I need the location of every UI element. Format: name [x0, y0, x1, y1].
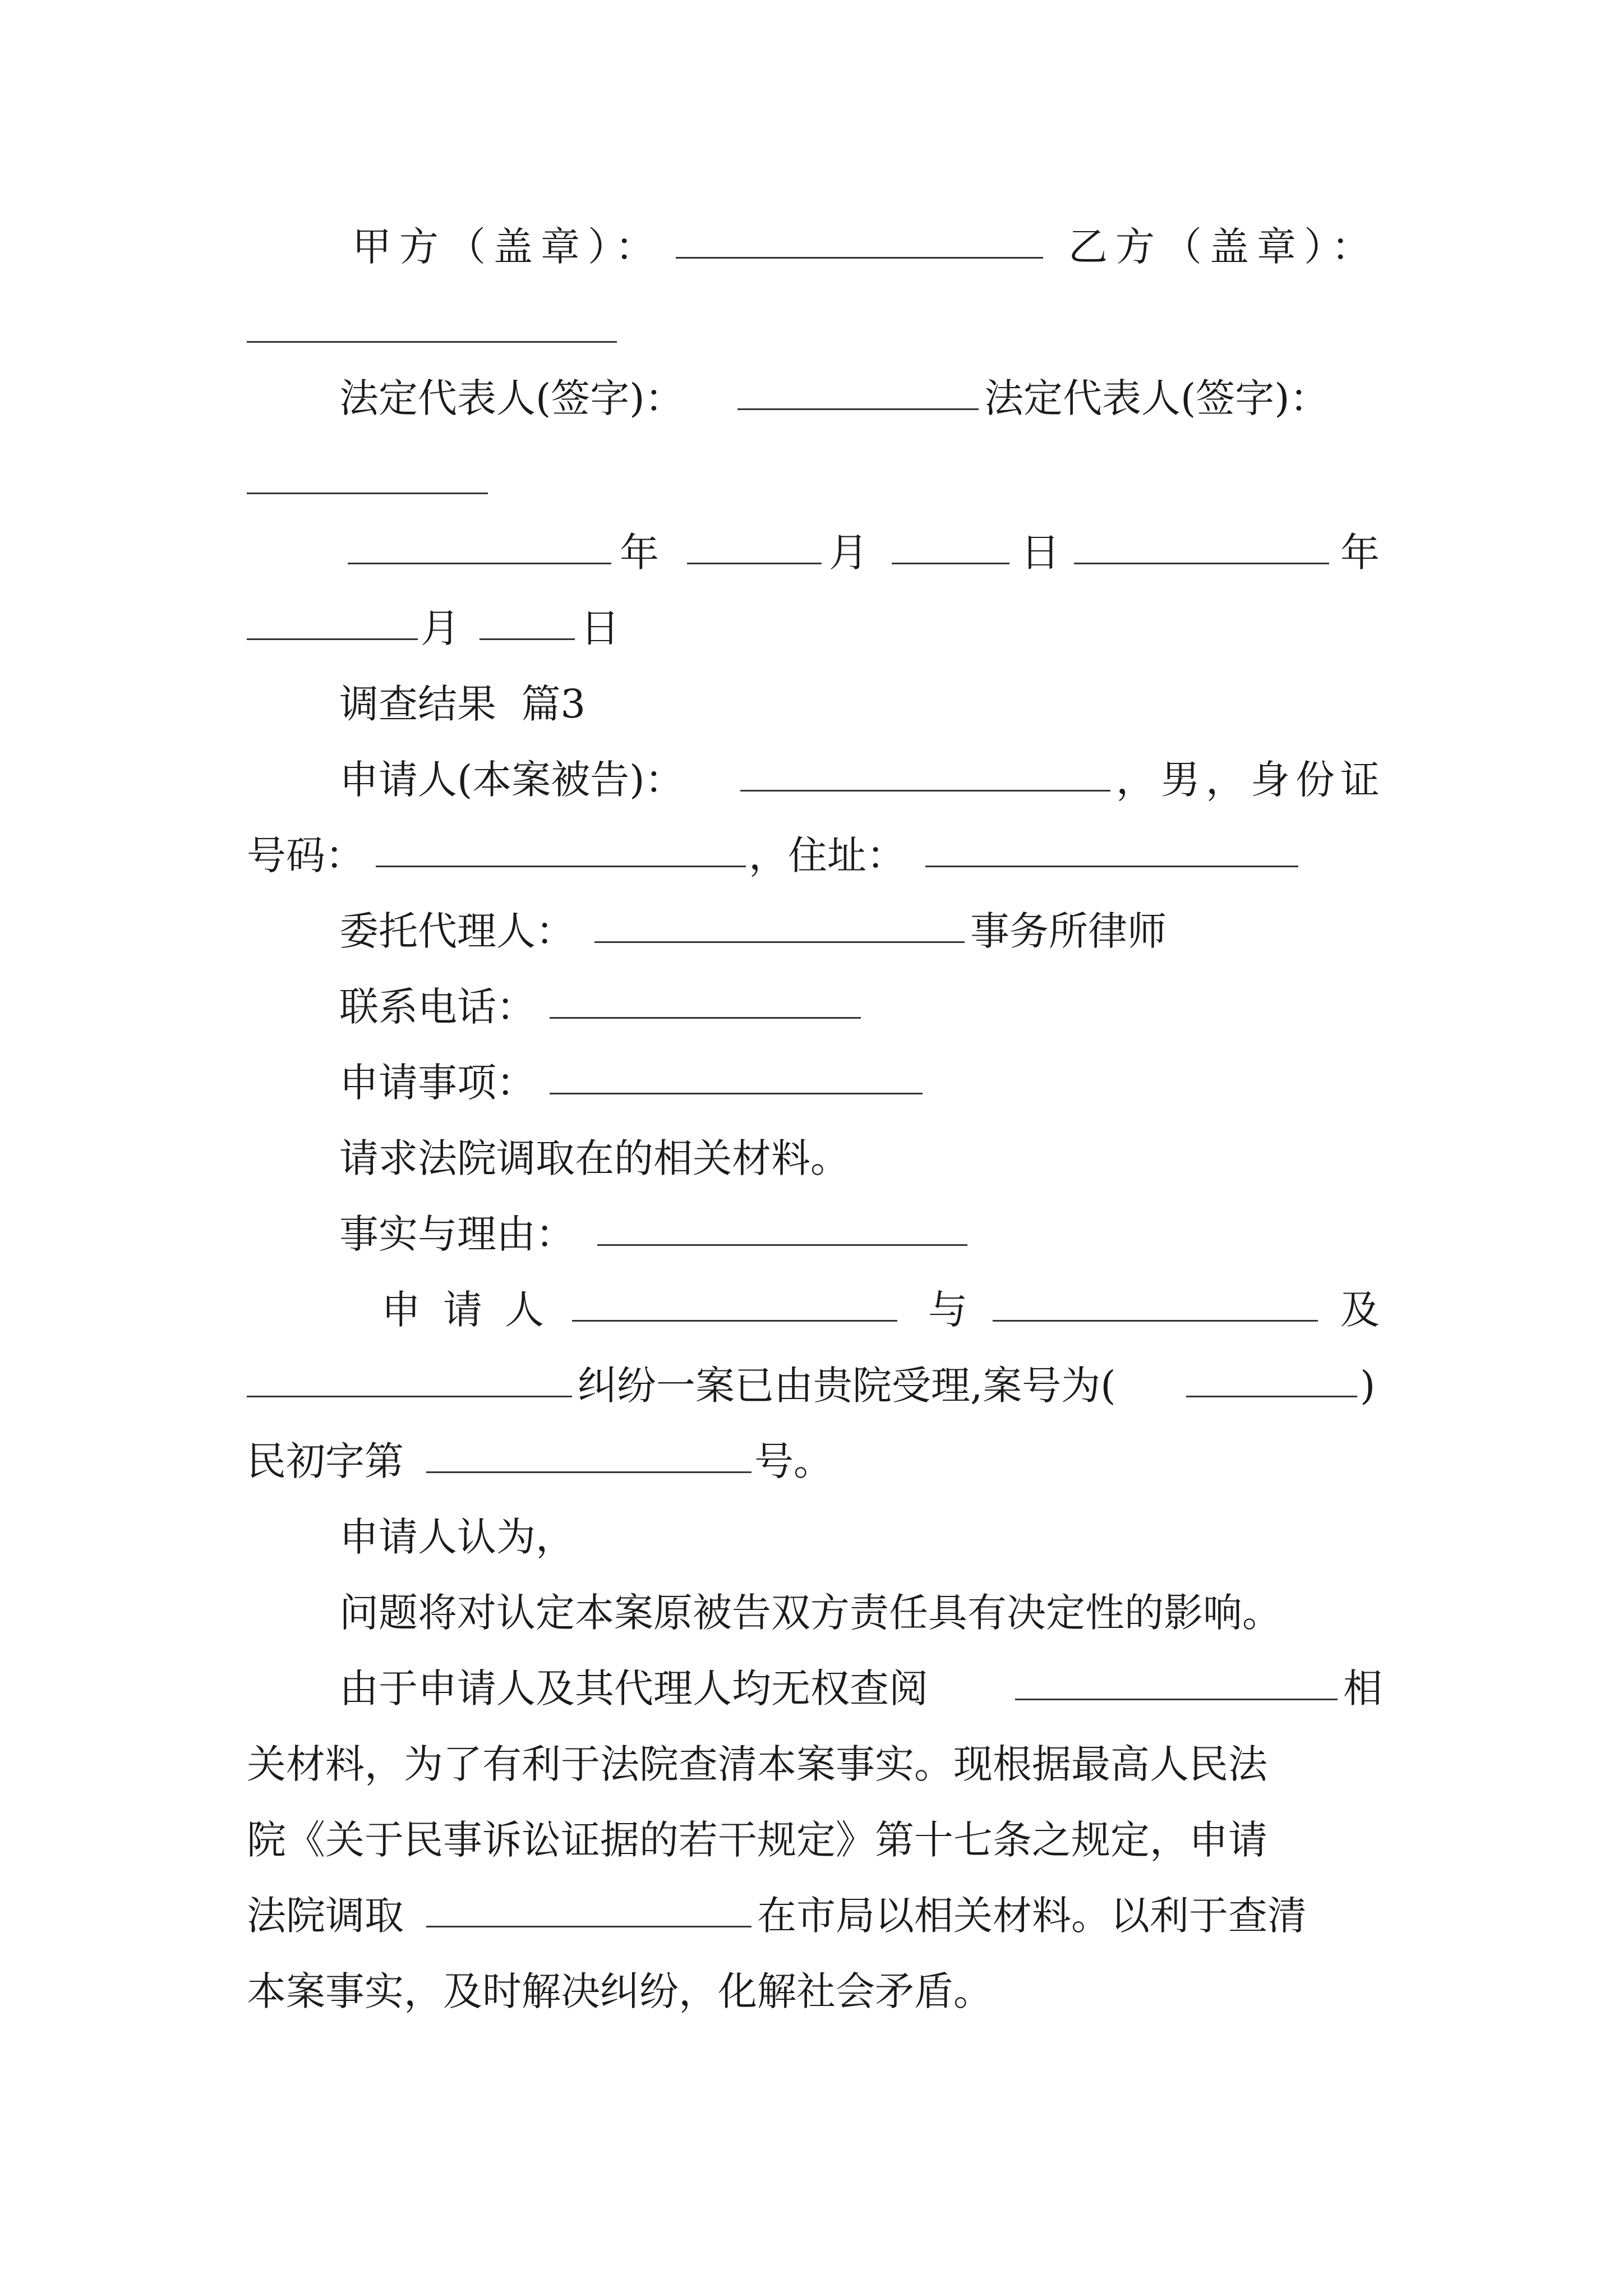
body-p3-line-4-blank[interactable] — [426, 1926, 751, 1927]
id-number-label: 号码： — [247, 832, 365, 878]
party-a-seal-blank[interactable] — [676, 257, 1043, 259]
body-p3-line-3: 院《关于民事诉讼证据的若干规定》第十七条之规定，申请 — [247, 1817, 1267, 1863]
body-line-6 — [0, 1888, 1623, 1944]
body-line-7 — [0, 1963, 1623, 2019]
body-paragraph-1: 申请人认为， — [339, 1514, 575, 1560]
agent-label: 委托代理人： — [339, 908, 575, 954]
agent-blank[interactable] — [594, 941, 965, 943]
body-line-3 — [0, 1660, 1623, 1717]
body-p3-line-2: 关材料，为了有利于法院查清本案事实。现根据最高人民法 — [247, 1741, 1267, 1787]
month-label: 月 — [829, 530, 868, 576]
body-line-4 — [0, 1736, 1623, 1792]
address-blank[interactable] — [925, 866, 1298, 867]
applicant-line — [0, 752, 1623, 808]
body-p3-line-4-start: 法院调取 — [247, 1893, 404, 1939]
body-line-2 — [0, 1585, 1623, 1641]
party-b-rep-blank[interactable] — [247, 493, 488, 494]
month-label-b: 月 — [421, 605, 460, 651]
year-label: 年 — [620, 530, 659, 576]
case-accepted-text: 纠纷一案已由贵院受理,案号为( — [578, 1363, 1116, 1409]
case-hao-label: 号。 — [754, 1438, 833, 1484]
party-a-year-blank[interactable] — [348, 563, 611, 564]
body-line-5 — [0, 1812, 1623, 1868]
case-parties-line — [0, 1282, 1623, 1338]
case-accepted-line — [0, 1358, 1623, 1414]
date-line — [0, 524, 1623, 581]
body-p3-line-5: 本案事实，及时解决纠纷，化解社会矛盾。 — [247, 1968, 993, 2014]
year-label-b: 年 — [1340, 530, 1380, 576]
party-b-seal-continued — [0, 303, 1623, 359]
facts-label: 事实与理由： — [339, 1211, 575, 1257]
body-p3-blank[interactable] — [1015, 1699, 1338, 1700]
date-line-continued — [0, 600, 1623, 656]
case-number-blank[interactable] — [426, 1471, 751, 1473]
request-text: 请求法院调取在的相关材料。 — [339, 1135, 850, 1181]
case-dispute-blank[interactable] — [247, 1396, 572, 1397]
applicant-gender-text: ，男，身份证 — [1116, 757, 1385, 803]
case-close-paren: ) — [1360, 1363, 1376, 1409]
party-b-rep-continued — [0, 454, 1623, 510]
section-title-line — [0, 676, 1623, 732]
body-p3-xiang: 相 — [1343, 1665, 1382, 1711]
party-seal-line — [0, 219, 1623, 275]
case-applicant-word: 申请人 — [381, 1287, 566, 1333]
body-p3-line-4-end: 在市局以相关材料。以利于查清 — [757, 1893, 1307, 1939]
id-number-blank[interactable] — [376, 866, 746, 867]
address-label: ，住址： — [749, 832, 906, 878]
section-title: 调查结果 篇3 — [339, 681, 586, 727]
body-line-1 — [0, 1509, 1623, 1565]
phone-line — [0, 979, 1623, 1035]
case-year-blank[interactable] — [1186, 1396, 1357, 1397]
request-line — [0, 1130, 1623, 1186]
day-label: 日 — [1021, 530, 1060, 576]
party-a-rep-blank[interactable] — [737, 408, 979, 410]
matters-line — [0, 1055, 1623, 1111]
case-and-also-word: 及 — [1340, 1287, 1380, 1333]
party-a-day-blank[interactable] — [892, 563, 1009, 564]
party-a-rep-label: 法定代表人(签字)： — [339, 375, 684, 421]
party-b-seal-label: 乙方（盖章）： — [1068, 224, 1378, 270]
facts-line — [0, 1206, 1623, 1262]
party-b-month-blank[interactable] — [247, 638, 418, 640]
case-party-one-blank[interactable] — [572, 1320, 897, 1322]
phone-blank[interactable] — [550, 1017, 861, 1019]
body-paragraph-2: 问题将对认定本案原被告双方责任具有决定性的影响。 — [339, 1590, 1281, 1636]
legal-rep-line — [0, 370, 1623, 426]
case-and-word: 与 — [928, 1287, 967, 1333]
case-number-line — [0, 1433, 1623, 1489]
applicant-label: 申请人(本案被告)： — [339, 757, 684, 803]
applicant-id-line — [0, 827, 1623, 884]
party-a-seal-label: 甲方（盖章）： — [352, 224, 662, 270]
party-b-rep-label: 法定代表人(签字)： — [984, 375, 1329, 421]
party-b-year-blank[interactable] — [1074, 563, 1329, 564]
party-b-seal-blank[interactable] — [247, 341, 617, 343]
body-p3-start: 由于申请人及其代理人均无权查阅 — [339, 1665, 928, 1711]
matters-label: 申请事项： — [339, 1060, 536, 1106]
agent-line — [0, 903, 1623, 959]
phone-label: 联系电话： — [339, 984, 536, 1030]
case-min-chu-label: 民初字第 — [247, 1438, 404, 1484]
day-label-b: 日 — [580, 605, 620, 651]
party-a-month-blank[interactable] — [687, 563, 822, 564]
applicant-name-blank[interactable] — [740, 790, 1110, 792]
facts-blank[interactable] — [597, 1244, 967, 1246]
party-b-day-blank[interactable] — [479, 638, 575, 640]
agent-suffix: 事务所律师 — [970, 908, 1166, 954]
matters-blank[interactable] — [550, 1093, 923, 1094]
case-party-two-blank[interactable] — [993, 1320, 1318, 1322]
